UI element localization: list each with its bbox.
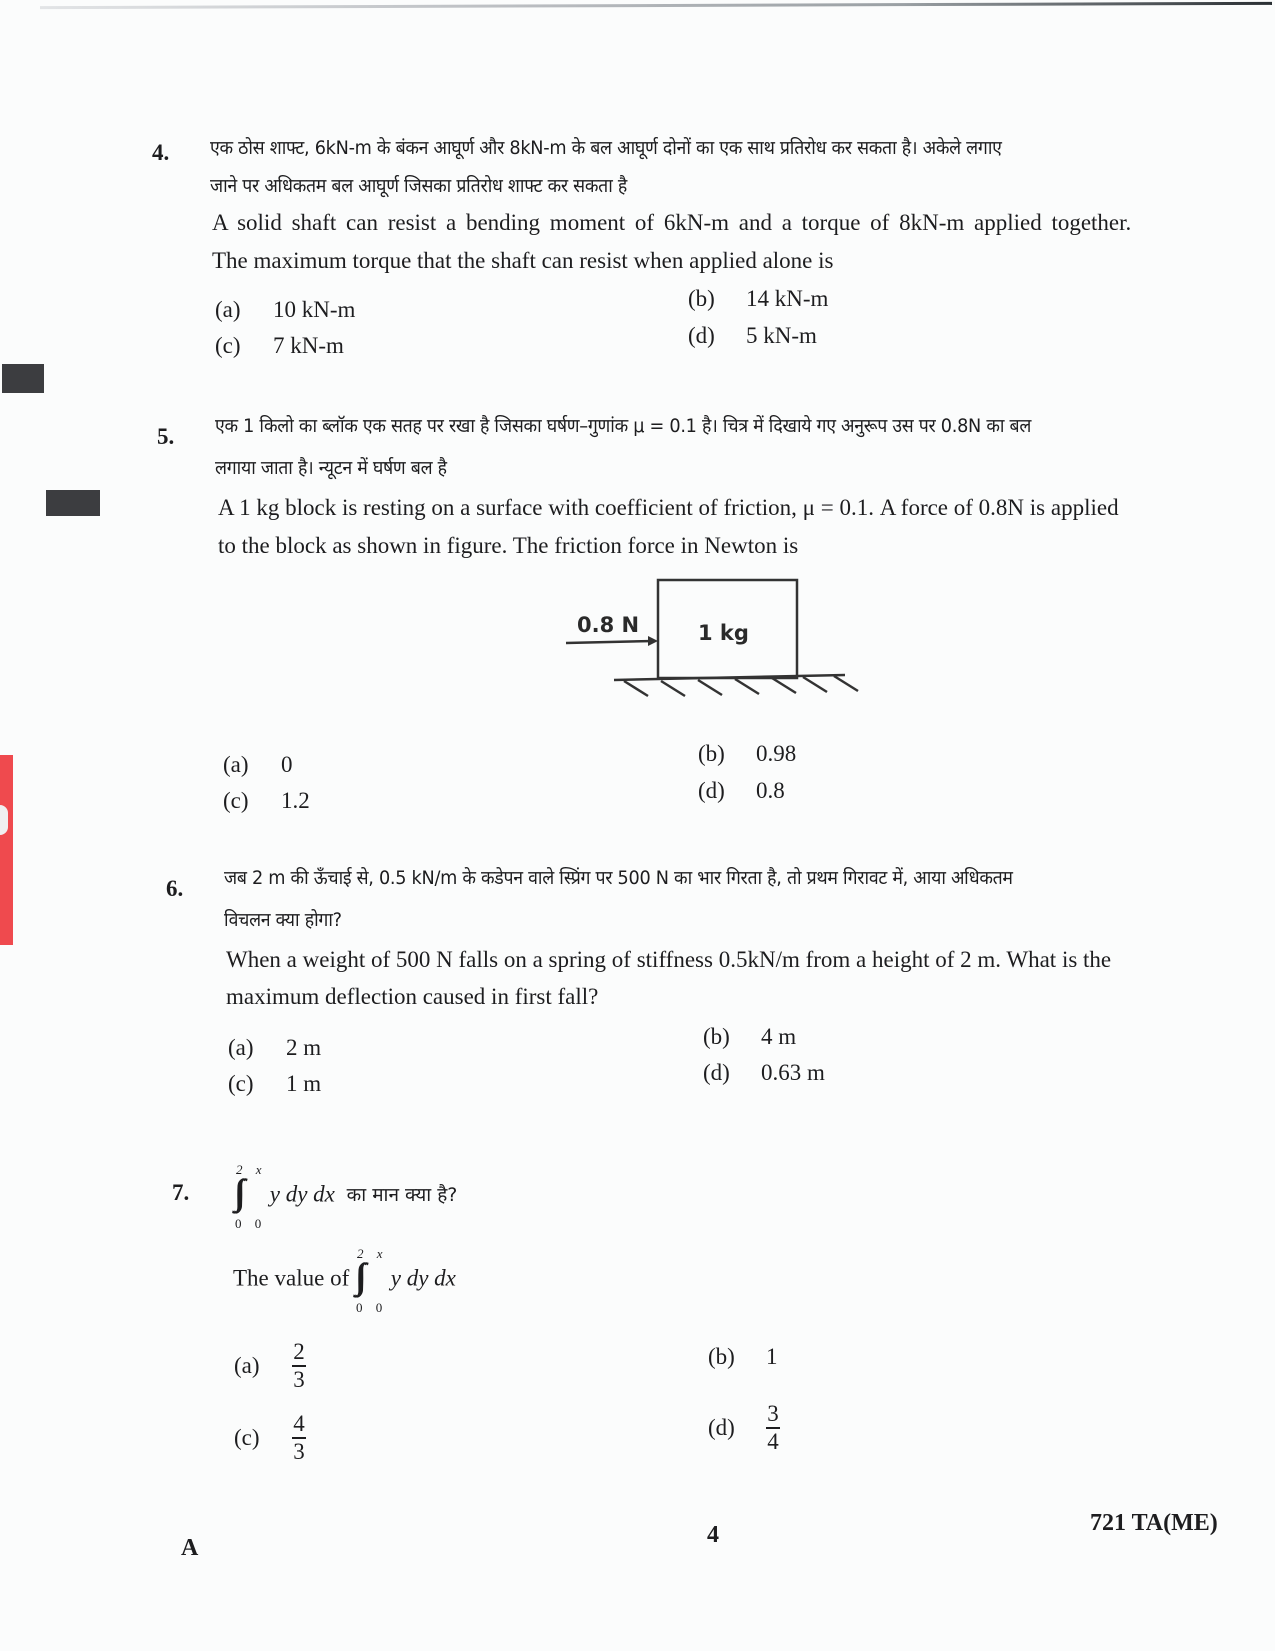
question-text-english: A 1 kg block is resting on a surface with coefficient of friction, μ = 0.1. A force of 0.8N is applied <box>218 495 1119 520</box>
option-a[interactable] <box>234 1340 306 1392</box>
upper-limits: 2 x <box>356 1246 388 1261</box>
question-text-hindi: लगाया जाता है। न्यूटन में घर्षण बल है <box>215 457 447 479</box>
option-text: 14 kN-m <box>746 286 829 311</box>
numerator: 3 <box>767 1401 779 1426</box>
option-b[interactable] <box>698 741 796 767</box>
option-text: 1 m <box>286 1071 322 1096</box>
question-text-english: to the block as shown in figure. The friction force in Newton is <box>218 533 799 558</box>
question-text-english: The value of <box>233 1265 350 1291</box>
numerator: 2 <box>293 1339 305 1364</box>
double-integral-icon <box>234 1162 267 1231</box>
fraction <box>292 1340 306 1392</box>
page-number: 4 <box>707 1522 719 1548</box>
question-text-english: maximum deflection caused in first fall? <box>226 984 599 1009</box>
option-c[interactable] <box>223 788 310 814</box>
option-d[interactable] <box>703 1060 825 1086</box>
question-text-hindi-line <box>234 1162 458 1231</box>
scan-registration-mark <box>2 364 44 393</box>
scan-registration-mark <box>46 490 100 516</box>
option-label: (c) <box>234 1424 260 1450</box>
question-number: 7. <box>172 1180 190 1205</box>
integral-symbol: ∫∫ <box>354 1256 359 1296</box>
option-label: (d) <box>698 778 725 803</box>
block-mass-label: 1 kg <box>698 621 749 645</box>
option-text: 10 kN-m <box>273 297 356 322</box>
option-b[interactable] <box>688 286 828 312</box>
question-text-english: The maximum torque that the shaft can resist when applied alone is <box>212 248 834 273</box>
scan-top-edge-line <box>40 2 1272 9</box>
option-d[interactable] <box>688 323 817 349</box>
ground-hatch-icon <box>614 675 858 696</box>
option-c[interactable] <box>215 333 344 359</box>
question-text-hindi: का मान क्या है? <box>346 1184 458 1207</box>
lower-limits: 0 0 <box>355 1300 388 1315</box>
option-text: 0.8 <box>756 778 785 803</box>
lower-limits: 0 0 <box>235 1216 267 1231</box>
option-a[interactable] <box>223 752 293 778</box>
paper-code: 721 TA(ME) <box>1090 1510 1218 1536</box>
option-b[interactable] <box>708 1344 778 1370</box>
force-label: 0.8 N <box>577 613 640 637</box>
question-text-english: A solid shaft can resist a bending moment of 6kN-m and a torque of 8kN-m applied together. <box>212 210 1132 235</box>
option-label: (a) <box>215 297 241 322</box>
binding-edge-notch <box>0 805 8 835</box>
option-text: 4 m <box>761 1024 797 1049</box>
question-text-english: When a weight of 500 N falls on a spring of stiffness 0.5kN/m from a height of 2 m. What is the <box>226 947 1112 972</box>
integrand: y dy dx <box>390 1265 456 1291</box>
option-label: (c) <box>228 1071 254 1096</box>
option-a[interactable] <box>215 297 355 323</box>
option-label: (b) <box>688 286 715 311</box>
denominator: 4 <box>767 1428 779 1454</box>
option-text: 1.2 <box>281 788 310 813</box>
option-text: 7 kN-m <box>273 333 344 358</box>
option-label: (d) <box>688 323 715 348</box>
option-a[interactable] <box>228 1035 321 1061</box>
option-c[interactable] <box>228 1071 321 1097</box>
upper-limits: 2 x <box>236 1162 267 1177</box>
option-b[interactable] <box>703 1024 796 1050</box>
question-number: 6. <box>166 876 184 901</box>
option-c[interactable] <box>234 1412 306 1464</box>
option-label: (b) <box>703 1024 730 1049</box>
option-label: (a) <box>228 1035 254 1060</box>
option-label: (c) <box>223 788 249 813</box>
fraction <box>292 1412 306 1464</box>
question-text-hindi: विचलन क्या होगा? <box>224 909 342 931</box>
option-label: (b) <box>698 741 725 766</box>
question-number: 5. <box>157 424 175 449</box>
force-arrow-icon <box>566 636 658 646</box>
option-text: 0.63 m <box>761 1060 825 1085</box>
option-label: (d) <box>708 1414 735 1440</box>
option-label: (a) <box>223 752 249 777</box>
denominator: 3 <box>293 1438 305 1464</box>
question-number: 4. <box>152 140 170 165</box>
double-integral-icon <box>354 1246 388 1315</box>
fraction <box>766 1402 780 1454</box>
question-text-hindi: जाने पर अधिकतम बल आघूर्ण जिसका प्रतिरोध शाफ्ट कर सकता है <box>210 175 627 197</box>
denominator: 3 <box>293 1366 305 1392</box>
question-text-english-line <box>233 1246 456 1315</box>
block-friction-diagram <box>540 560 880 710</box>
booklet-series: A <box>181 1535 199 1561</box>
option-text: 0.98 <box>756 741 797 766</box>
option-label: (d) <box>703 1060 730 1085</box>
option-text: 0 <box>281 752 293 777</box>
question-text-hindi: जब 2 m की ऊँचाई से, 0.5 kN/m के कडेपन वाले स्प्रिंग पर 500 N का भार गिरता है, तो प्रथम गिरावट में, आया अधिकतम <box>224 867 1013 889</box>
binding-edge-strip <box>0 755 13 945</box>
question-text-hindi: एक ठोस शाफ्ट, 6kN-m के बंकन आघूर्ण और 8kN-m के बल आघूर्ण दोनों का एक साथ प्रतिरोध कर सकता है। अकेले लगाए <box>210 137 1002 159</box>
option-label: (b) <box>708 1344 735 1369</box>
option-text: 5 kN-m <box>746 323 817 348</box>
option-d[interactable] <box>708 1402 780 1454</box>
option-label: (c) <box>215 333 241 358</box>
option-text: 2 m <box>286 1035 322 1060</box>
option-text: 1 <box>766 1344 778 1369</box>
integral-symbol: ∫∫ <box>234 1172 238 1212</box>
numerator: 4 <box>293 1411 305 1436</box>
option-label: (a) <box>234 1352 260 1378</box>
integrand: y dy dx <box>269 1181 335 1207</box>
option-d[interactable] <box>698 778 785 804</box>
question-text-hindi: एक 1 किलो का ब्लॉक एक सतह पर रखा है जिसका घर्षण–गुणांक μ = 0.1 है। चित्र में दिखाये गए अनुरूप उस पर 0.8N का बल <box>215 415 1032 437</box>
